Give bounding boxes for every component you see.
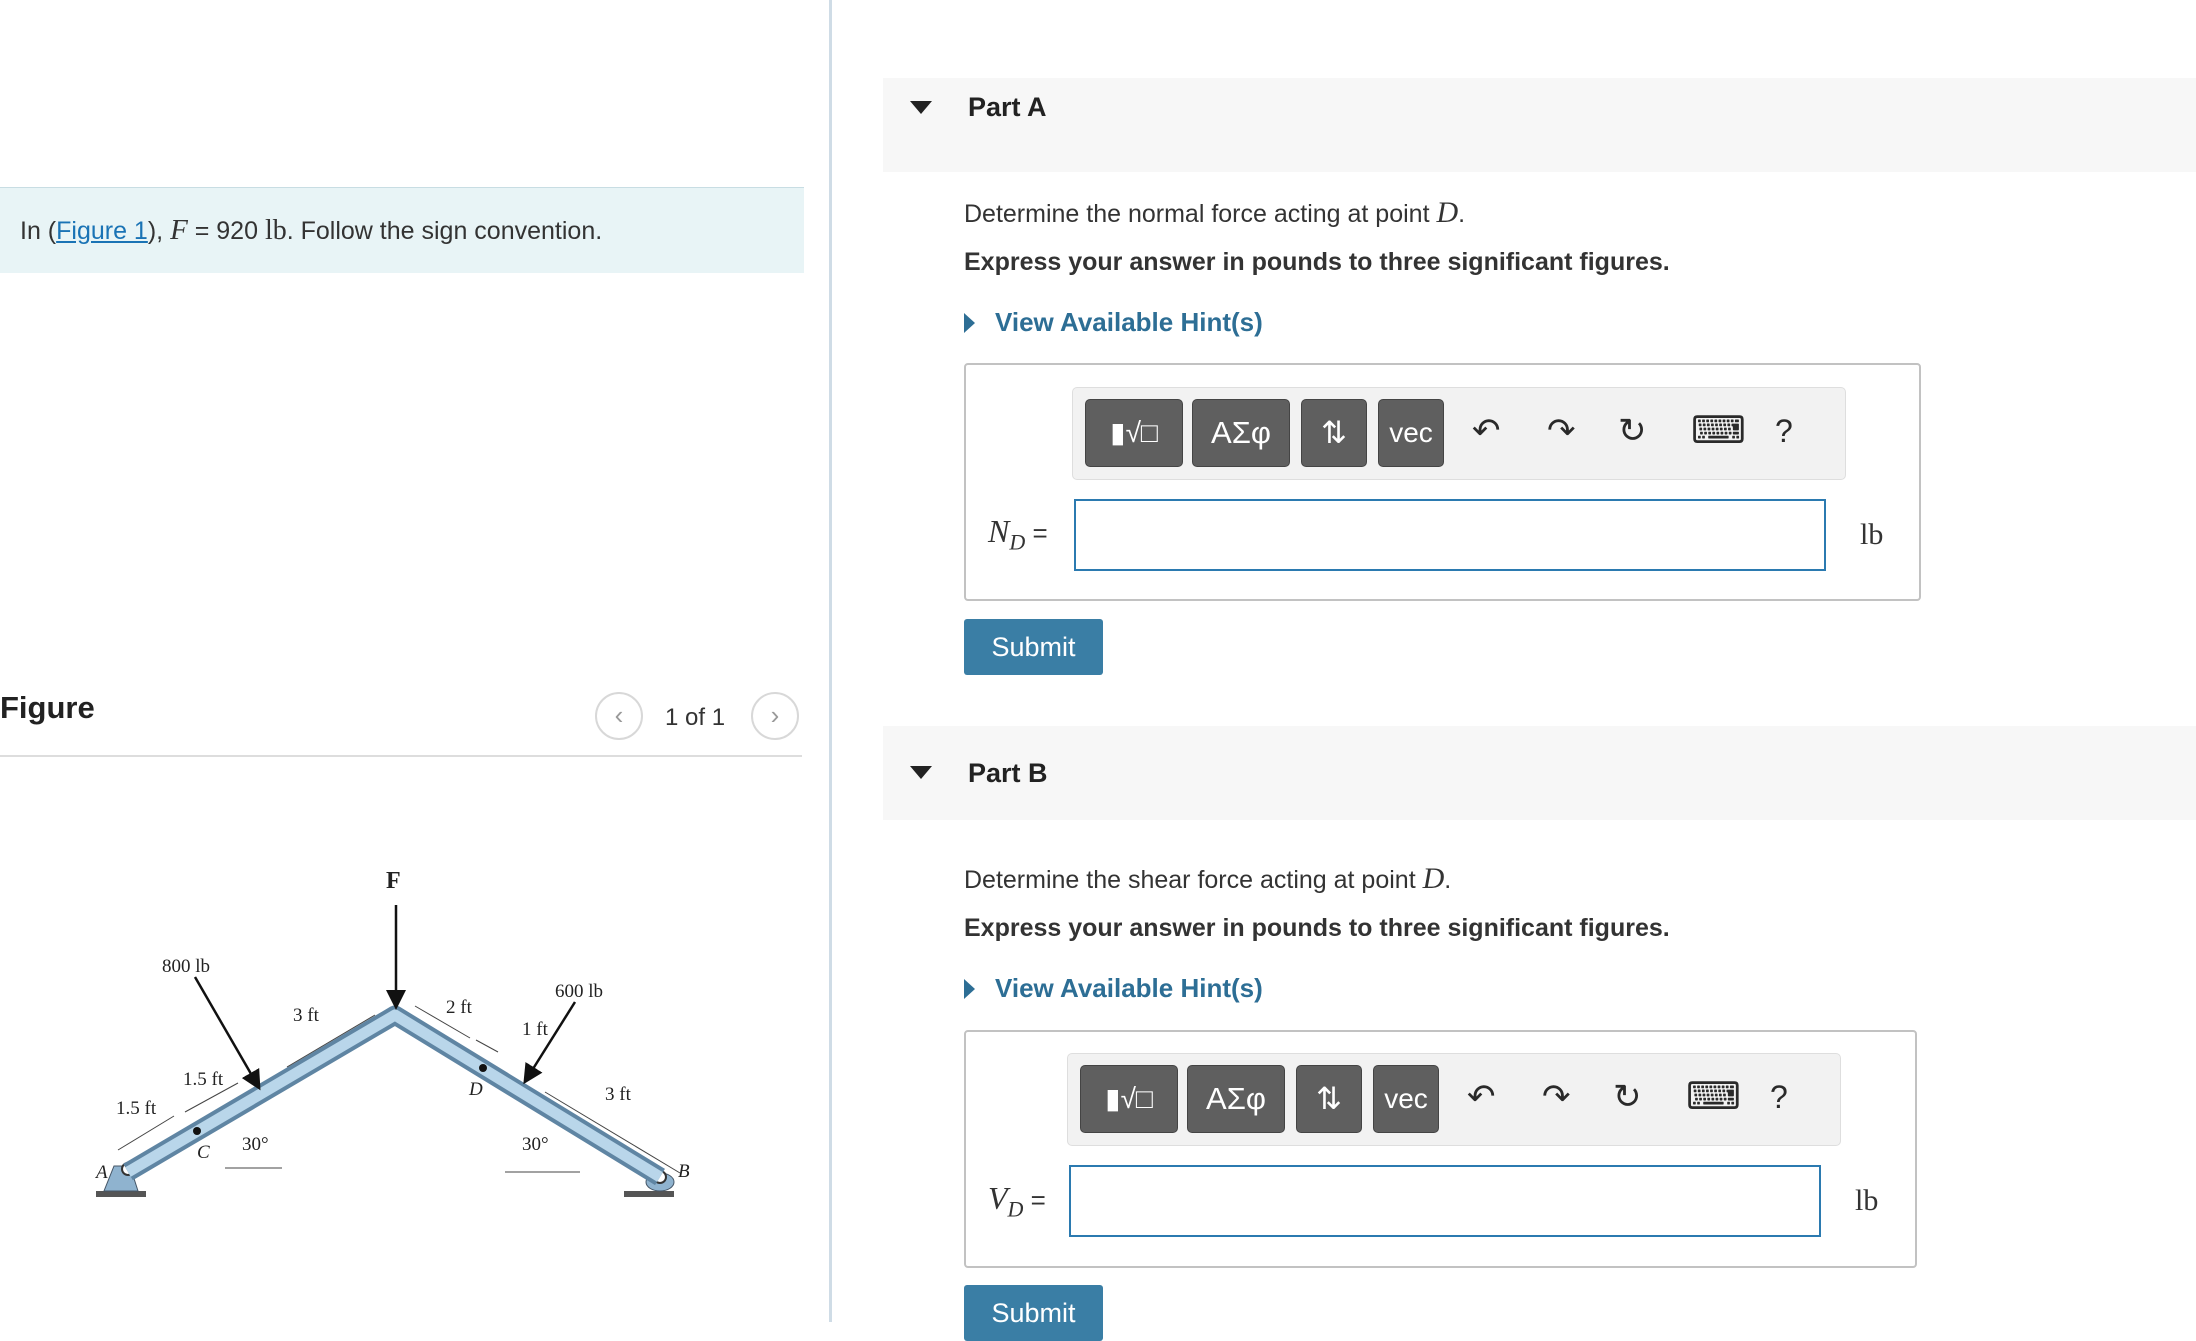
part-b-submit-button[interactable]: Submit [964, 1285, 1103, 1341]
frame-figure [90, 840, 730, 1240]
problem-middle: ), [147, 217, 171, 245]
part-b-answer-input[interactable] [1069, 1165, 1821, 1237]
force-variable: F [170, 214, 188, 246]
label-angle-left: 30° [242, 1134, 269, 1155]
part-a-submit-button[interactable]: Submit [964, 619, 1103, 675]
vector-button[interactable]: vec [1378, 399, 1444, 467]
pane-divider[interactable] [829, 0, 832, 1322]
expand-triangle-icon [964, 979, 975, 999]
question-text: Determine the normal force acting at point [964, 200, 1437, 228]
question-text: Determine the shear force acting at point [964, 866, 1423, 894]
greek-symbols-button[interactable]: ΑΣφ [1187, 1065, 1285, 1133]
part-a-instruction: Express your answer in pounds to three significant figures. [964, 248, 1670, 276]
hint-label: View Available Hint(s) [995, 307, 1263, 337]
force-value: = 920 [187, 217, 265, 245]
figure-title: Figure [0, 690, 95, 725]
part-a-question [964, 196, 1465, 230]
label-2ft: 2 ft [446, 997, 472, 1018]
label-point-b: B [678, 1161, 690, 1182]
eq-subscript: D [1007, 1196, 1024, 1222]
collapse-triangle-icon[interactable] [910, 101, 932, 114]
point-c-marker [193, 1127, 201, 1135]
reset-icon[interactable]: ↻ [1618, 412, 1647, 450]
label-600-lb: 600 lb [555, 981, 604, 1002]
keyboard-icon[interactable]: ⌨ [1686, 1076, 1741, 1118]
point-d-marker [479, 1064, 487, 1072]
part-b-question [964, 862, 1451, 896]
hint-label: View Available Hint(s) [995, 973, 1263, 1003]
label-point-a: A [96, 1162, 108, 1183]
help-icon[interactable]: ? [1775, 413, 1793, 449]
question-point: D [1436, 196, 1459, 229]
part-a-title: Part A [968, 92, 1047, 122]
eq-sign: = [1023, 1185, 1046, 1215]
label-1-5ft-upper: 1.5 ft [183, 1069, 224, 1090]
figure-prev-button[interactable] [595, 692, 643, 740]
figure-next-button[interactable] [751, 692, 799, 740]
help-icon[interactable]: ? [1770, 1079, 1788, 1115]
force-unit: lb [264, 215, 287, 246]
eq-variable: V [988, 1180, 1008, 1216]
label-1ft: 1 ft [522, 1019, 548, 1040]
greek-symbols-button[interactable]: ΑΣφ [1192, 399, 1290, 467]
figure-link[interactable]: Figure 1 [56, 217, 148, 245]
question-suffix: . [1444, 866, 1452, 894]
part-b-hint-toggle[interactable] [964, 973, 1263, 1004]
arrows-button[interactable]: ⇅ [1296, 1065, 1362, 1133]
chevron-left-icon: ‹ [614, 700, 624, 730]
keyboard-icon[interactable]: ⌨ [1691, 410, 1746, 452]
figure-divider [0, 755, 802, 757]
label-point-d: D [469, 1079, 483, 1100]
collapse-triangle-icon[interactable] [910, 766, 932, 779]
part-b-instruction: Express your answer in pounds to three significant figures. [964, 914, 1670, 942]
problem-prefix: In ( [20, 217, 57, 245]
part-a-unit: lb [1860, 518, 1884, 551]
load-600-arrow [526, 1002, 575, 1080]
label-1-5ft-lower: 1.5 ft [116, 1098, 157, 1119]
part-a-equation-label [988, 513, 1048, 555]
question-point: D [1422, 862, 1445, 895]
reset-icon[interactable]: ↻ [1613, 1078, 1642, 1116]
eq-variable: N [988, 513, 1010, 549]
part-b-math-toolbar [1067, 1053, 1841, 1146]
label-3ft-left: 3 ft [293, 1005, 319, 1026]
label-angle-right: 30° [522, 1134, 549, 1155]
label-3ft-right: 3 ft [605, 1084, 631, 1105]
problem-statement [20, 214, 602, 247]
part-a-header[interactable] [883, 78, 2196, 172]
part-b-header[interactable] [883, 726, 2196, 820]
label-800-lb: 800 lb [162, 956, 211, 977]
undo-icon[interactable]: ↶ [1467, 1078, 1496, 1116]
part-b-equation-label [988, 1180, 1046, 1222]
part-b-unit: lb [1855, 1184, 1879, 1217]
problem-suffix: . Follow the sign convention. [286, 217, 603, 245]
vector-button[interactable]: vec [1373, 1065, 1439, 1133]
question-suffix: . [1458, 200, 1466, 228]
part-a-hint-toggle[interactable] [964, 307, 1263, 338]
redo-icon[interactable]: ↷ [1542, 1078, 1571, 1116]
part-a-math-toolbar [1072, 387, 1846, 480]
undo-icon[interactable]: ↶ [1472, 412, 1501, 450]
expand-triangle-icon [964, 313, 975, 333]
figure-pager: 1 of 1 [665, 704, 726, 731]
templates-button[interactable]: ▮√□ [1085, 399, 1183, 467]
chevron-right-icon: › [770, 700, 780, 730]
part-a-answer-input[interactable] [1074, 499, 1826, 571]
part-b-title: Part B [968, 758, 1048, 788]
eq-subscript: D [1009, 529, 1026, 555]
templates-button[interactable]: ▮√□ [1080, 1065, 1178, 1133]
label-point-c: C [197, 1142, 210, 1163]
redo-icon[interactable]: ↷ [1547, 412, 1576, 450]
label-f: F [386, 868, 401, 894]
arrows-button[interactable]: ⇅ [1301, 399, 1367, 467]
eq-sign: = [1025, 518, 1048, 548]
